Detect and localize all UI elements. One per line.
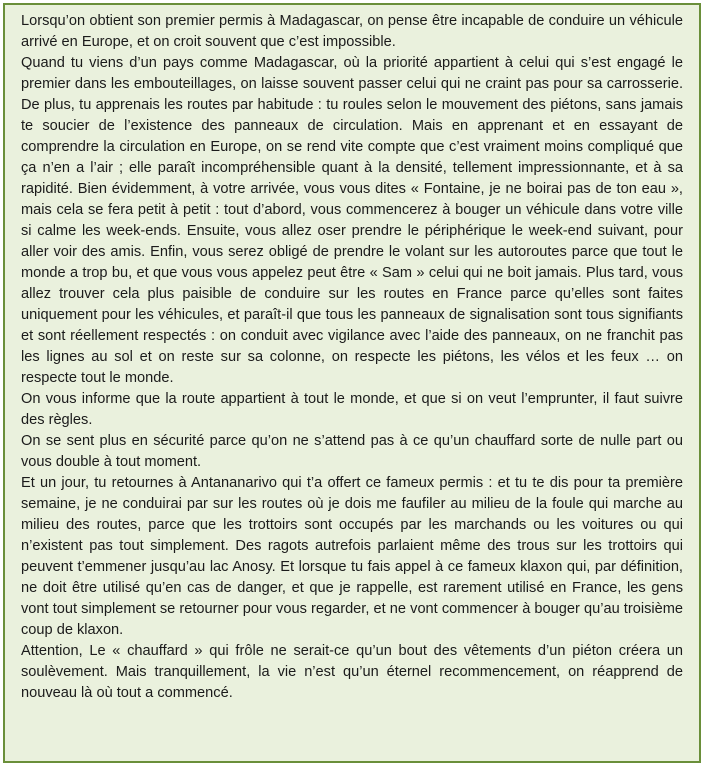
paragraph-6: Attention, Le « chauffard » qui frôle ne serait-ce qu’un bout des vêtements d’un piéton créera un soulèvement. Mais tranquillement, la vie n’est qu’un éternel recommencement, on réapprend de nouveau là où tout a commencé.: [21, 643, 683, 701]
text-box: [3, 3, 701, 763]
paragraph-3: On vous informe que la route appartient à tout le monde, et que si on veut l’emprunter, il faut suivre des règles.: [21, 391, 683, 428]
paragraph-1: Lorsqu’on obtient son premier permis à Madagascar, on pense être incapable de conduire un véhicule arrivé en Europe, et on croit souvent que c’est impossible.: [21, 13, 683, 50]
paragraph-4: On se sent plus en sécurité parce qu’on ne s’attend pas à ce qu’un chauffard sorte de nulle part ou vous double à tout moment.: [21, 433, 683, 470]
paragraph-2: Quand tu viens d’un pays comme Madagascar, où la priorité appartient à celui qui s’est engagé le premier dans les embouteillages, on laisse souvent passer celui qui ne craint pas pour sa carrosserie. De plus, tu apprenais les routes par habitude : tu roules selon le mouvement des piétons, sans jamais te soucier de l’existence des panneaux de circulation. Mais en apprenant et en essayant de comprendre la circulation en Europe, on se rend vite compte que c’est vraiment moins compliqué que ça n’en a l’air ; elle paraît incompréhensible quant à la densité, tellement impressionnante, et à sa rapidité. Bien évidemment, à votre arrivée, vous vous dites « Fontaine, je ne boirai pas de ton eau », mais cela se fera petit à petit : tout d’abord, vous commencerez à bouger un véhicule dans votre ville si calme les week-ends. Ensuite, vous allez oser prendre le périphérique le week-end suivant, pour aller voir des amis. Enfin, vous serez obligé de prendre le volant sur les autoroutes parce que tout le monde a trop bu, et que vous vous appelez peut être « Sam » celui qui ne boit jamais. Plus tard, vous allez trouver cela plus paisible de conduire sur les routes en France parce qu’elles sont faites uniquement pour les véhicules, et paraît-il que tous les panneaux de signalisation sont tous signifiants et sont réellement respectés : on conduit avec vigilance avec l’aide des panneaux, on ne franchit pas les lignes au sol et on reste sur sa colonne, on respecte les piétons, les vélos et les feux … on respecte tout le monde.: [21, 55, 683, 386]
paragraph-5: Et un jour, tu retournes à Antananarivo qui t’a offert ce fameux permis : et tu te dis pour ta première semaine, je ne conduirai par sur les routes où je dois me faufiler au milieu de la foule qui marche au milieu des routes, parce que les trottoirs sont occupés par les marchands ou les voitures ou qui n’existent pas tout simplement. Des ragots autrefois parlaient même des trous sur les trottoirs qui peuvent t’emmener jusqu’au lac Anosy. Et lorsque tu fais appel à ce fameux klaxon qui, par définition, ne doit être utilisé qu’en cas de danger, et que je rappelle, est rarement utilisé en France, les gens vont tout simplement se retourner pour vous regarder, et ne vont commencer à bouger qu’au troisième coup de klaxon.: [21, 475, 683, 638]
